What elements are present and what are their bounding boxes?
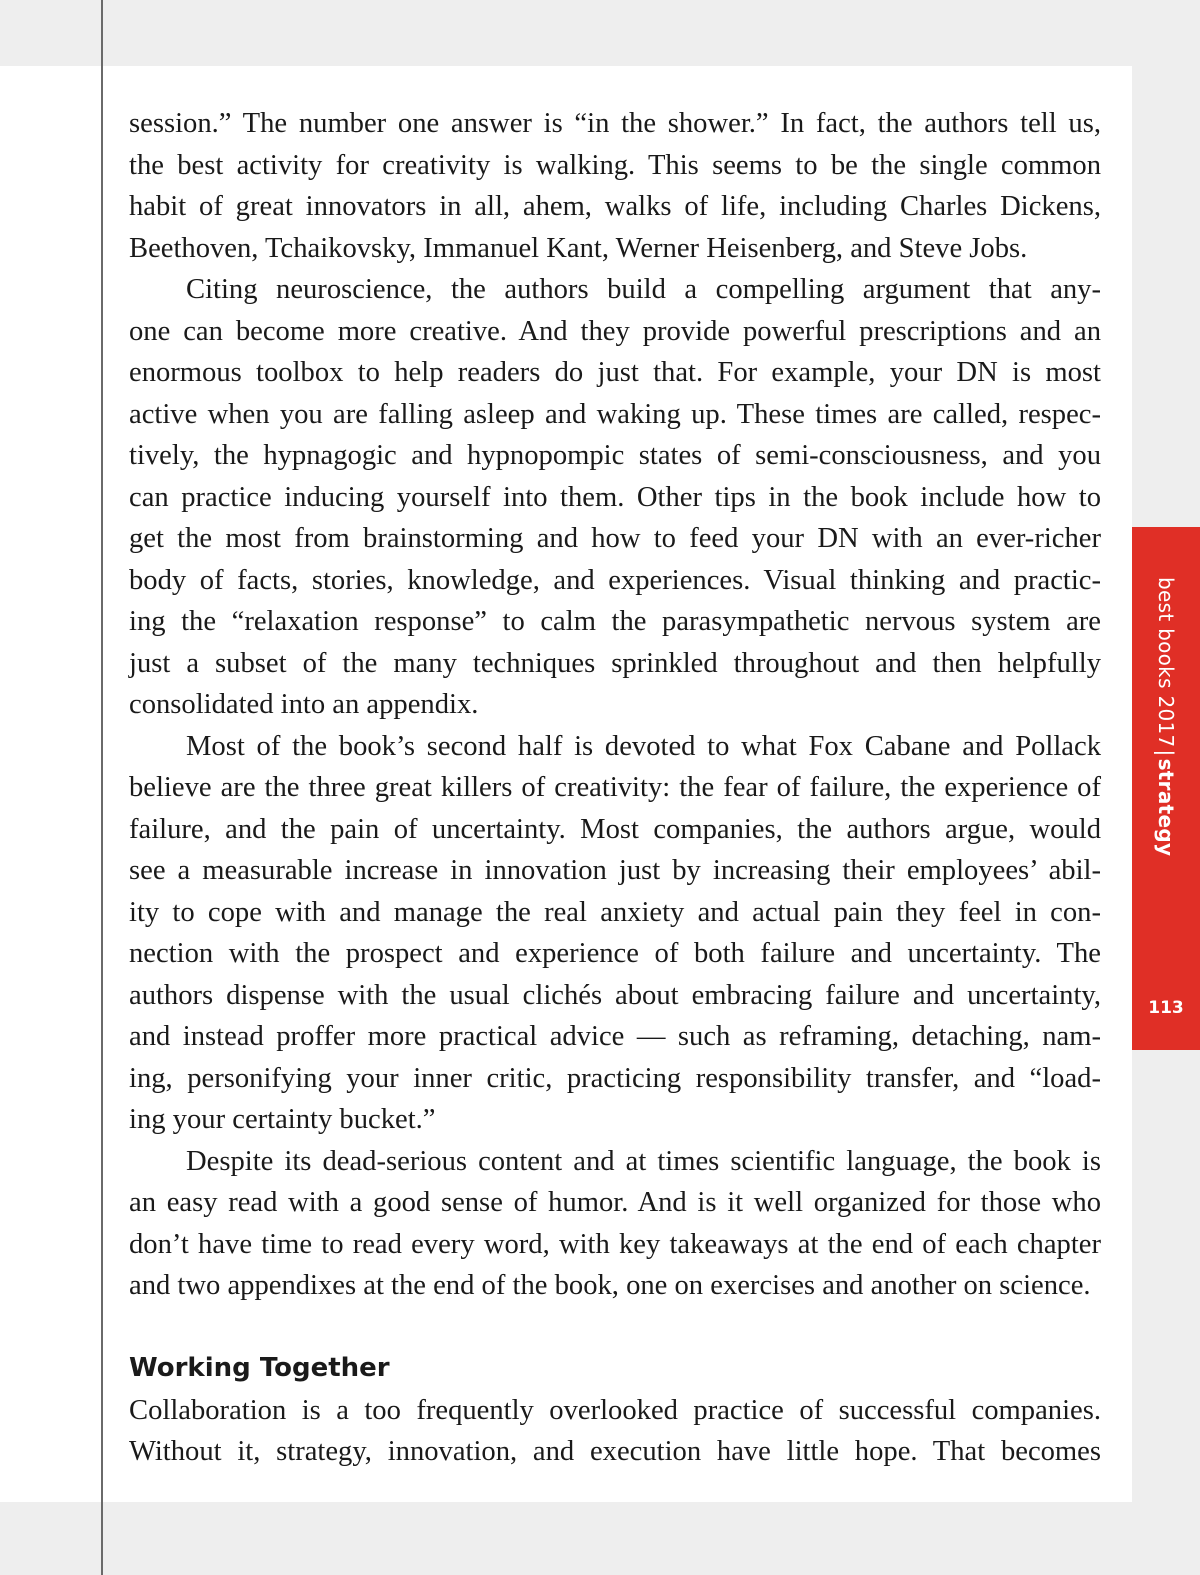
section-tab-label (1154, 577, 1178, 856)
text-line: don’t have time to read every word, with key takeaways at the end of each chapter (129, 1228, 1101, 1260)
text-line: Citing neuroscience, the authors build a compelling argument that any- (186, 274, 1101, 305)
section-name: strategy (1154, 758, 1178, 857)
text-line: just a subset of the many techniques sprinkled throughout and then helpfully (129, 647, 1101, 679)
text-line: Despite its dead-serious content and at times scientific language, the book is (186, 1145, 1101, 1177)
text-line: one can become more creative. And they provide powerful prescriptions and an (129, 315, 1101, 347)
text-line: and instead proffer more practical advice — such as reframing, detaching, nam- (129, 1021, 1101, 1052)
paragraph (129, 726, 1101, 1141)
text-line: tively, the hypnagogic and hypnopompic states of semi-consciousness, and you (129, 440, 1101, 471)
text-line: get the most from brainstorming and how to feed your DN with an ever-richer (129, 523, 1101, 554)
paragraph (129, 103, 1101, 269)
text-line: and two appendixes at the end of the book, one on exercises and another on science. (129, 1270, 1091, 1301)
text-line: Collaboration is a too frequently overlooked practice of successful companies. (129, 1394, 1101, 1426)
text-line: habit of great innovators in all, ahem, walks of life, including Charles Dickens, (129, 191, 1101, 222)
text-line: ity to cope with and manage the real anxiety and actual pain they feel in con- (129, 896, 1101, 928)
text-line: ing the “relaxation response” to calm the parasympathetic nervous system are (129, 606, 1101, 637)
text-line: the best activity for creativity is walking. This seems to be the single common (129, 149, 1101, 181)
text-line: enormous toolbox to help readers do just that. For example, your DN is most (129, 357, 1101, 388)
paragraphs (129, 103, 1101, 1307)
text-line: Beethoven, Tchaikovsky, Immanuel Kant, Werner Heisenberg, and Steve Jobs. (129, 232, 1028, 264)
text-line: body of facts, stories, knowledge, and experiences. Visual thinking and practic- (129, 564, 1101, 596)
text-line: ing, personifying your inner critic, practicing responsibility transfer, and “load- (129, 1062, 1101, 1094)
tab-separator: | (1154, 749, 1178, 757)
series-title: best books 2017 (1154, 577, 1178, 748)
paragraph (129, 269, 1101, 726)
text-line: authors dispense with the usual clichés about embracing failure and uncertainty, (129, 979, 1101, 1011)
body-text (129, 103, 1101, 1473)
text-line: consolidated into an appendix. (129, 689, 479, 720)
text-line: can practice inducing yourself into them. Other tips in the book include how to (129, 481, 1101, 513)
text-line: failure, and the pain of uncertainty. Most companies, the authors argue, would (129, 813, 1101, 845)
text-line: active when you are falling asleep and waking up. These times are called, respec- (129, 398, 1101, 430)
section-heading: Working Together (129, 1353, 390, 1383)
text-line: see a measurable increase in innovation just by increasing their employees’ abil- (129, 855, 1101, 886)
section-tab (1132, 527, 1200, 1050)
post-heading-text (129, 1390, 1101, 1473)
text-line: session.” The number one answer is “in the shower.” In fact, the authors tell us, (129, 108, 1101, 139)
paragraph (129, 1141, 1101, 1307)
text-line: ing your certainty bucket.” (129, 1104, 436, 1135)
text-line: an easy read with a good sense of humor. And is it well organized for those who (129, 1187, 1101, 1218)
text-line: believe are the three great killers of creativity: the fear of failure, the experience of (129, 772, 1101, 803)
page-number: 113 (1148, 998, 1184, 1018)
text-line: nection with the prospect and experience of both failure and uncertainty. The (129, 938, 1101, 969)
book-spine (101, 0, 103, 1575)
text-line: Most of the book’s second half is devoted to what Fox Cabane and Pollack (186, 730, 1101, 762)
text-line: Without it, strategy, innovation, and execution have little hope. That becomes (129, 1436, 1101, 1467)
